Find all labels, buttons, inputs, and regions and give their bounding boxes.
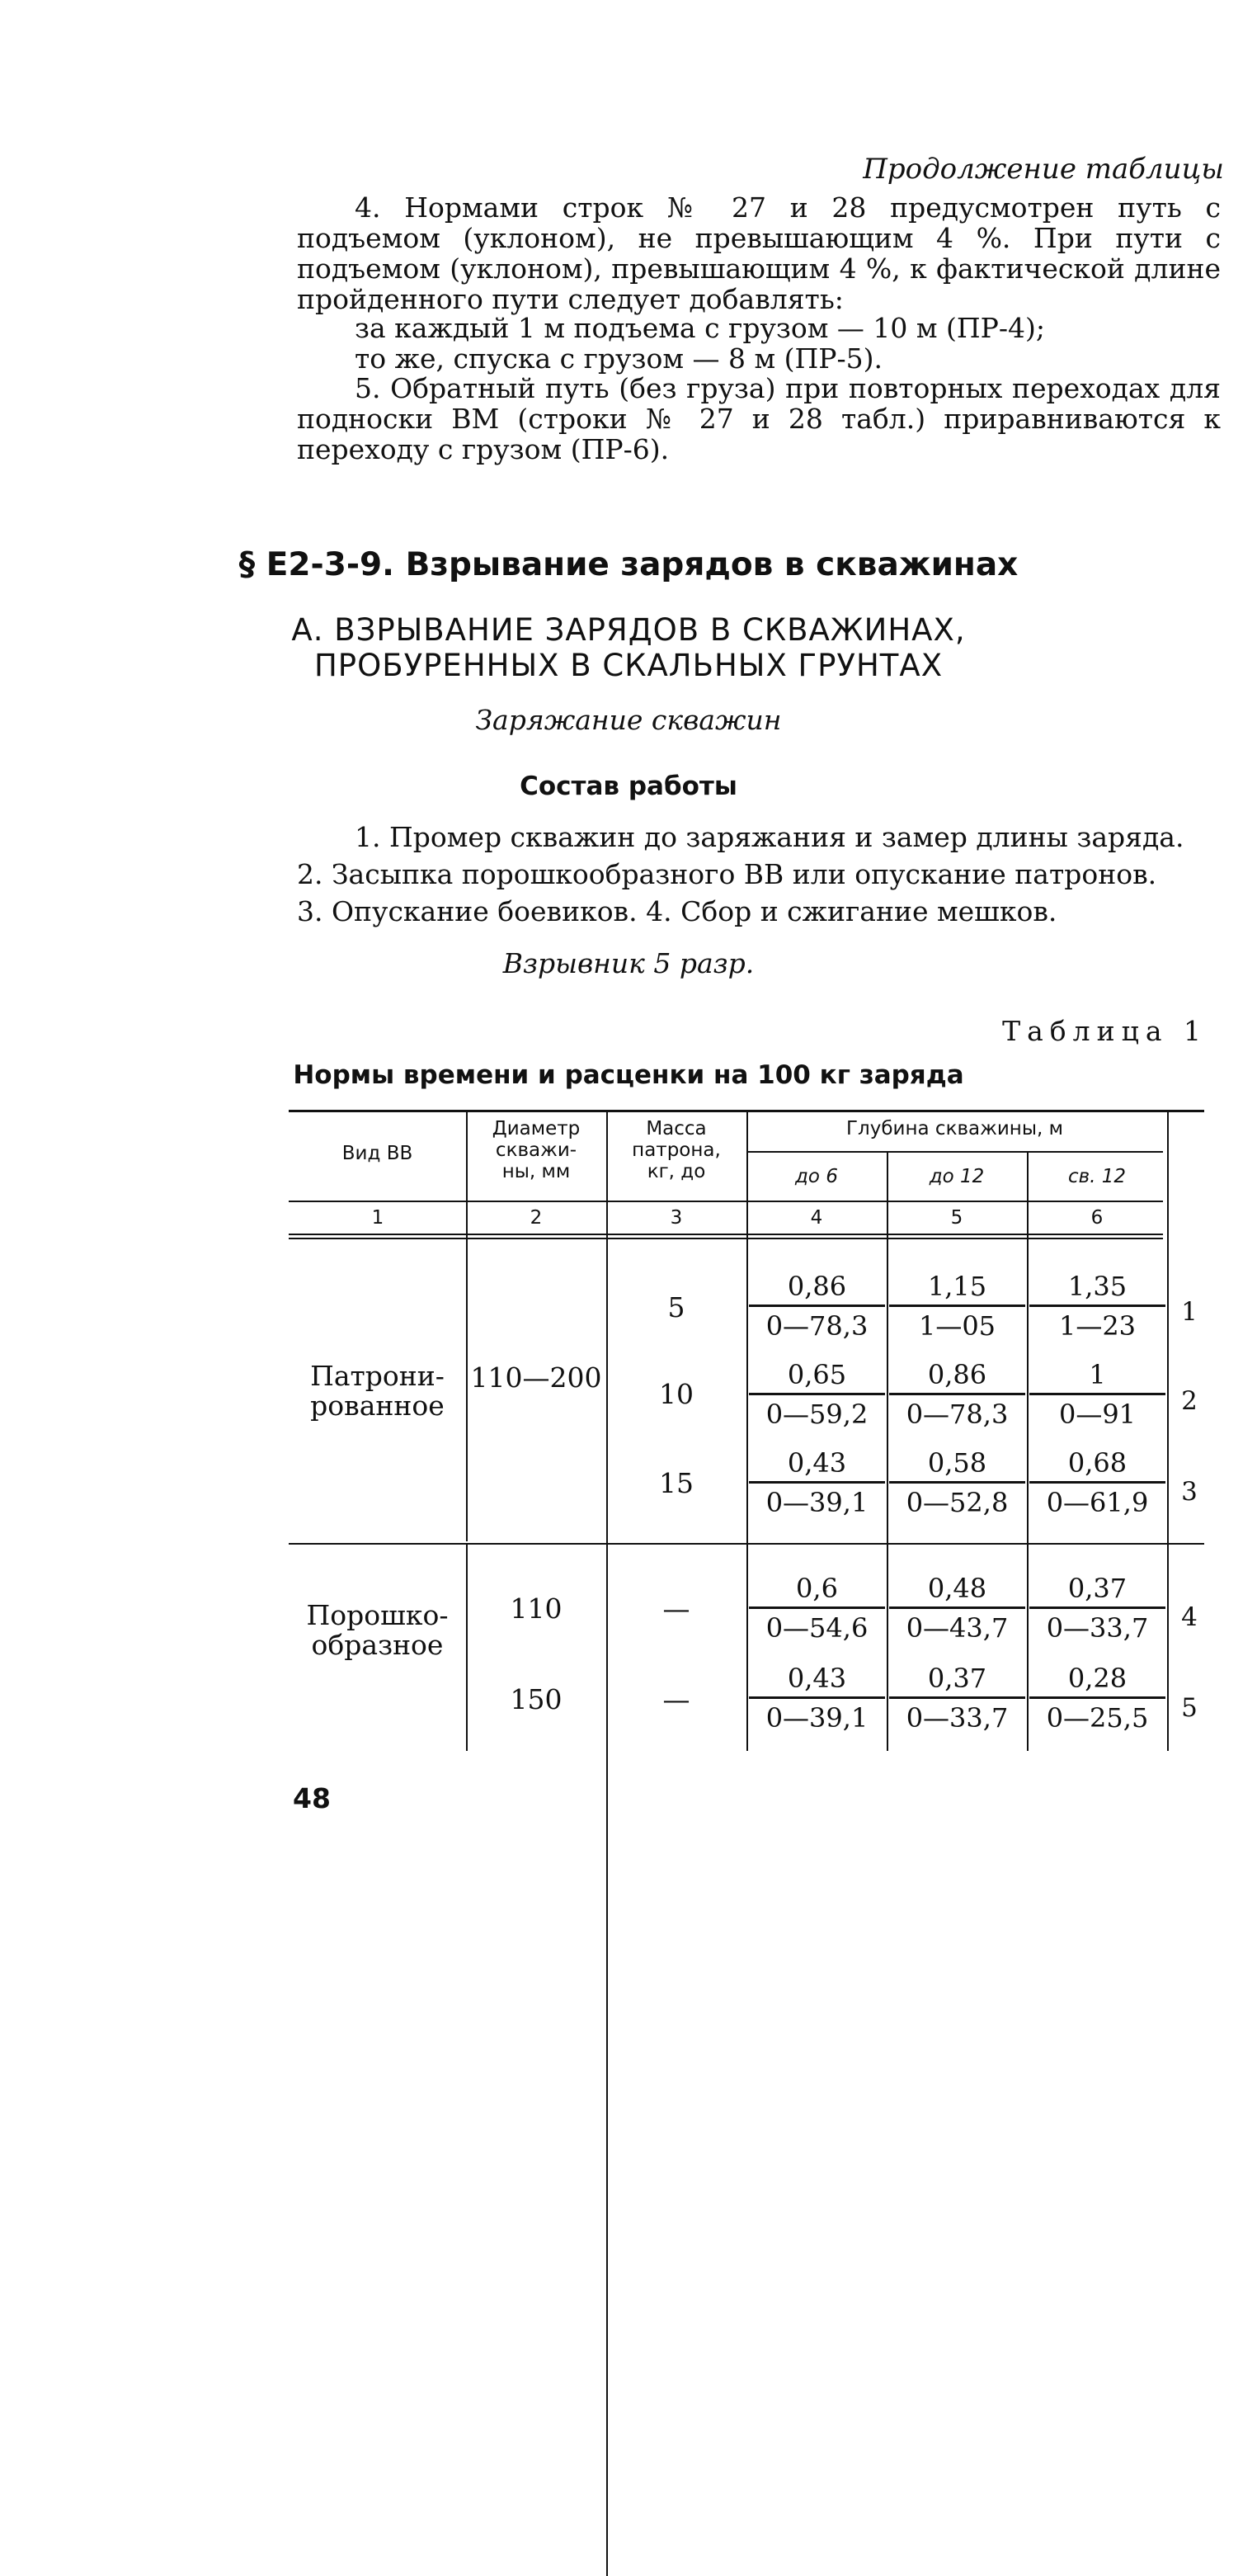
table-row-1-d12: $\frac{1,15}{1—05}$ <box>889 1268 1025 1345</box>
table-row-3-mass: 15 <box>659 1467 694 1499</box>
work-line-1: 1. Промер скважин до заряжания и замер длины заряда. <box>355 821 1184 853</box>
table-row-2-over12: $\frac{1}{0—91}$ <box>1029 1356 1165 1433</box>
table-row-2-d6: $\frac{0,65}{0—59,2}$ <box>749 1356 885 1433</box>
header-rule <box>289 1201 1163 1202</box>
table-row-2-mass: 10 <box>659 1378 694 1410</box>
table-row-3-d6: $\frac{0,43}{0—39,1}$ <box>749 1445 885 1522</box>
table-row-4-number: 4 <box>1181 1602 1198 1632</box>
table-row-5-number: 5 <box>1181 1693 1198 1723</box>
table-row-5-mass: — <box>662 1683 690 1715</box>
header-vid: Вид ВВ <box>341 1143 413 1164</box>
table-row-4-over12: $\frac{0,37}{0—33,7}$ <box>1029 1570 1165 1647</box>
continuation-title: Продолжение таблицы <box>863 153 1224 186</box>
col-divider-2 <box>606 1112 608 2576</box>
table-row-5-diameter: 150 <box>510 1683 563 1715</box>
table-title: Нормы времени и расценки на 100 кг заряда <box>293 1060 964 1090</box>
note-4-line-2: то же, спуска с грузом — 8 м (ПР-5). <box>355 342 883 375</box>
vv-type-powder: Порошко- образное <box>306 1599 449 1661</box>
header-mass: Масса патрона, кг, до <box>632 1118 721 1182</box>
colnum-6: 6 <box>1090 1207 1104 1229</box>
col-divider-4 <box>887 1153 888 1751</box>
header-depth-3: св. 12 <box>1067 1166 1127 1187</box>
table-row-3-over12: $\frac{0,68}{0—61,9}$ <box>1029 1445 1165 1522</box>
table-row-4-d12: $\frac{0,48}{0—43,7}$ <box>889 1570 1025 1647</box>
colnum-2: 2 <box>530 1207 543 1229</box>
table-row-2-d12: $\frac{0,86}{0—78,3}$ <box>889 1356 1025 1433</box>
vv-type-cartridge: Патрони- рованное <box>310 1360 445 1422</box>
colnum-5: 5 <box>950 1207 963 1229</box>
table-row-4-diameter: 110 <box>510 1592 563 1625</box>
table-row-1-number: 1 <box>1181 1297 1198 1327</box>
table-row-4-d6: $\frac{0,6}{0—54,6}$ <box>749 1570 885 1647</box>
worker-grade: Взрывник 5 разр. <box>502 947 755 979</box>
note-5: 5. Обратный путь (без груза) при повторных переходах для подноски ВМ (строки № 27 и 28 табл.) приравниваются к переходу с грузом (ПР-6). <box>297 372 1221 465</box>
table-row-3-d12: $\frac{0,58}{0—52,8}$ <box>889 1445 1025 1522</box>
page-number: 48 <box>293 1782 331 1814</box>
header-diameter: Диаметр скважи- ны, мм <box>492 1118 581 1182</box>
work-heading: Состав работы <box>520 771 737 801</box>
header-depth-2: до 12 <box>929 1166 985 1187</box>
col-divider-3 <box>746 1112 748 1751</box>
work-line-2: 2. Засыпка порошкообразного ВВ или опускание патронов. <box>297 858 1157 890</box>
table-row-1-over12: $\frac{1,35}{1—23}$ <box>1029 1268 1165 1345</box>
table-label: Таблица 1 <box>1002 1015 1208 1047</box>
table-row-3-number: 3 <box>1181 1477 1198 1507</box>
subsection-title-line-1: А. ВЗРЫВАНИЕ ЗАРЯДОВ В СКВАЖИНАХ, <box>291 612 966 648</box>
subheading: Заряжание скважин <box>475 704 782 736</box>
col-divider-1b <box>466 1545 468 1751</box>
header-depth: Глубина скважины, м <box>846 1118 1063 1139</box>
colnum-rule-2 <box>289 1238 1163 1239</box>
colnum-4: 4 <box>810 1207 823 1229</box>
table-row-1-d6: $\frac{0,86}{0—78,3}$ <box>749 1268 885 1345</box>
subsection-title-line-2: ПРОБУРЕННЫХ В СКАЛЬНЫХ ГРУНТАХ <box>313 648 944 683</box>
col-divider-5 <box>1027 1153 1029 1751</box>
section-title: § Е2-3-9. Взрывание зарядов в скважинах <box>238 546 1019 583</box>
depth-header-rule <box>746 1151 1163 1153</box>
colnum-3: 3 <box>670 1207 683 1229</box>
colnum-rule <box>289 1234 1163 1235</box>
col-divider-6 <box>1167 1112 1169 1751</box>
table-row-1-mass: 5 <box>667 1291 685 1323</box>
colnum-1: 1 <box>371 1207 384 1229</box>
header-depth-1: до 6 <box>795 1166 838 1187</box>
table-row-5-d6: $\frac{0,43}{0—39,1}$ <box>749 1660 885 1737</box>
work-line-3: 3. Опускание боевиков. 4. Сбор и сжигание мешков. <box>297 895 1057 927</box>
table-row-4-mass: — <box>662 1592 690 1625</box>
note-4-line-1: за каждый 1 м подъема с грузом — 10 м (ПР-4); <box>355 312 1046 344</box>
table-row-5-d12: $\frac{0,37}{0—33,7}$ <box>889 1660 1025 1737</box>
note-4: 4. Нормами строк № 27 и 28 предусмотрен путь с подъемом (уклоном), не превышающим 4 %. При пути с подъемом (уклоном), превышающим 4 %, к фактической длине пройденного пути следует добавлять: <box>297 191 1221 315</box>
table-row-2-number: 2 <box>1181 1386 1198 1416</box>
table-row-5-over12: $\frac{0,28}{0—25,5}$ <box>1029 1660 1165 1737</box>
diameter-cartridge: 110—200 <box>470 1361 602 1394</box>
